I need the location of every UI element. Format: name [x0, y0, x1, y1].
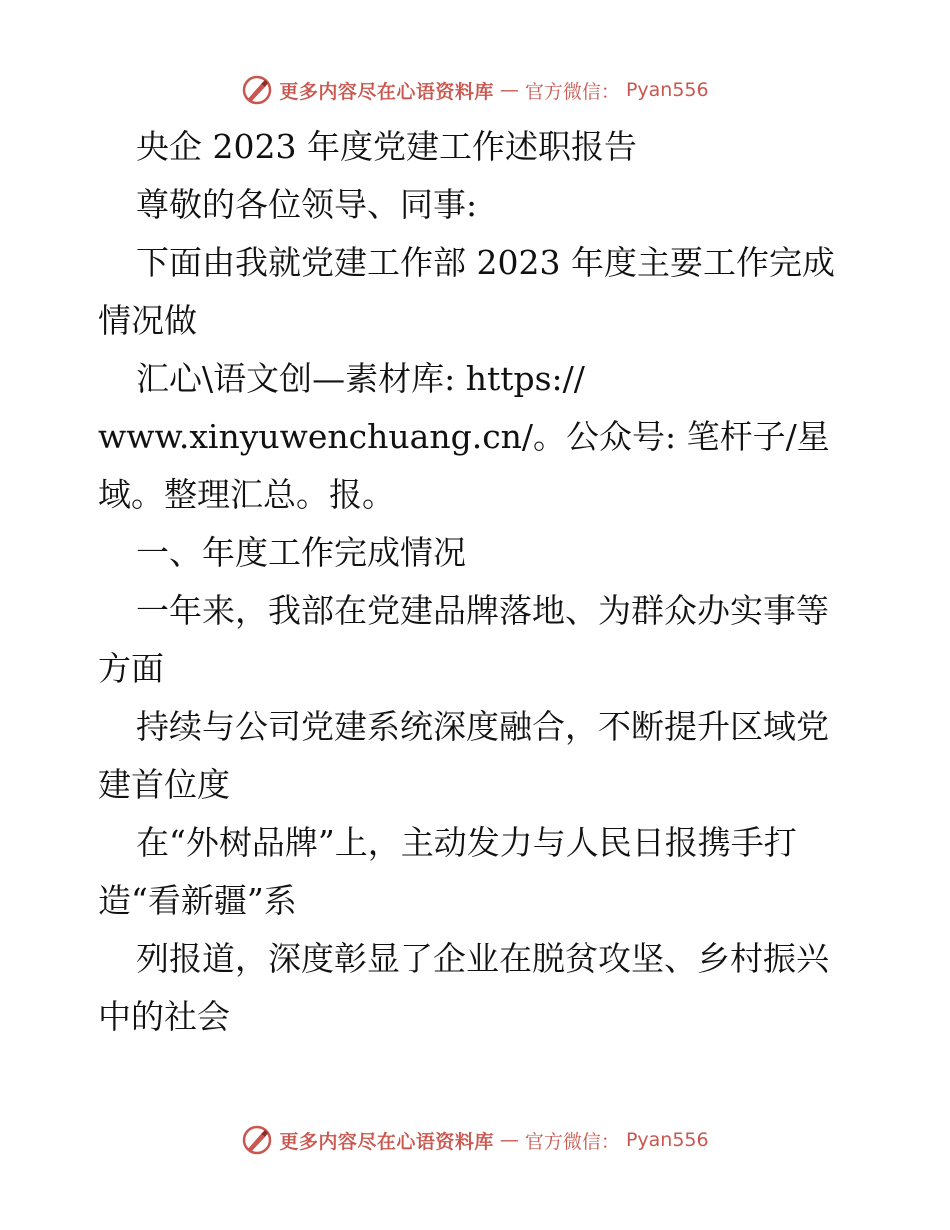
banner-dash: —	[499, 1129, 519, 1151]
banner-wechat-id: Pyan556	[625, 79, 709, 101]
document-line: 下面由我就党建工作部 2023 年度主要工作完成	[136, 243, 835, 282]
document-line: 方面	[98, 649, 164, 688]
document-line: 汇心\语文创—素材库: https://	[136, 359, 585, 398]
banner-brand: 更多内容尽在心语资料库	[279, 80, 494, 103]
document-line: 央企 2023 年度党建工作述职报告	[136, 127, 637, 166]
document-line: 中的社会	[98, 997, 230, 1036]
banner-wechat-label: 官方微信：	[524, 80, 620, 103]
banner-wechat-label: 官方微信：	[524, 1130, 620, 1153]
pen-logo-icon	[241, 1124, 273, 1156]
document-line: www.xinyuwenchuang.cn/。公众号: 笔杆子/星	[98, 417, 830, 456]
document-line: 在“外树品牌”上，主动发力与人民日报携手打	[136, 823, 797, 862]
banner-brand: 更多内容尽在心语资料库	[279, 1130, 494, 1153]
document-line: 一、年度工作完成情况	[136, 533, 466, 572]
banner-wechat-id: Pyan556	[625, 1129, 709, 1151]
document-line: 持续与公司党建系统深度融合，不断提升区域党	[136, 707, 829, 746]
header-banner	[0, 70, 950, 110]
pen-logo-icon	[241, 74, 273, 106]
document-line: 域。整理汇总。报。	[98, 475, 395, 514]
document-line: 造“看新疆”系	[98, 881, 297, 920]
document-line: 一年来，我部在党建品牌落地、为群众办实事等	[136, 591, 829, 630]
footer-banner	[0, 1120, 950, 1160]
document-line: 情况做	[98, 301, 197, 340]
document-line: 列报道，深度彰显了企业在脱贫攻坚、乡村振兴	[136, 939, 829, 978]
document-body	[98, 118, 858, 1046]
document-line: 建首位度	[98, 765, 230, 804]
banner-dash: —	[499, 79, 519, 101]
document-line: 尊敬的各位领导、同事:	[136, 185, 478, 224]
